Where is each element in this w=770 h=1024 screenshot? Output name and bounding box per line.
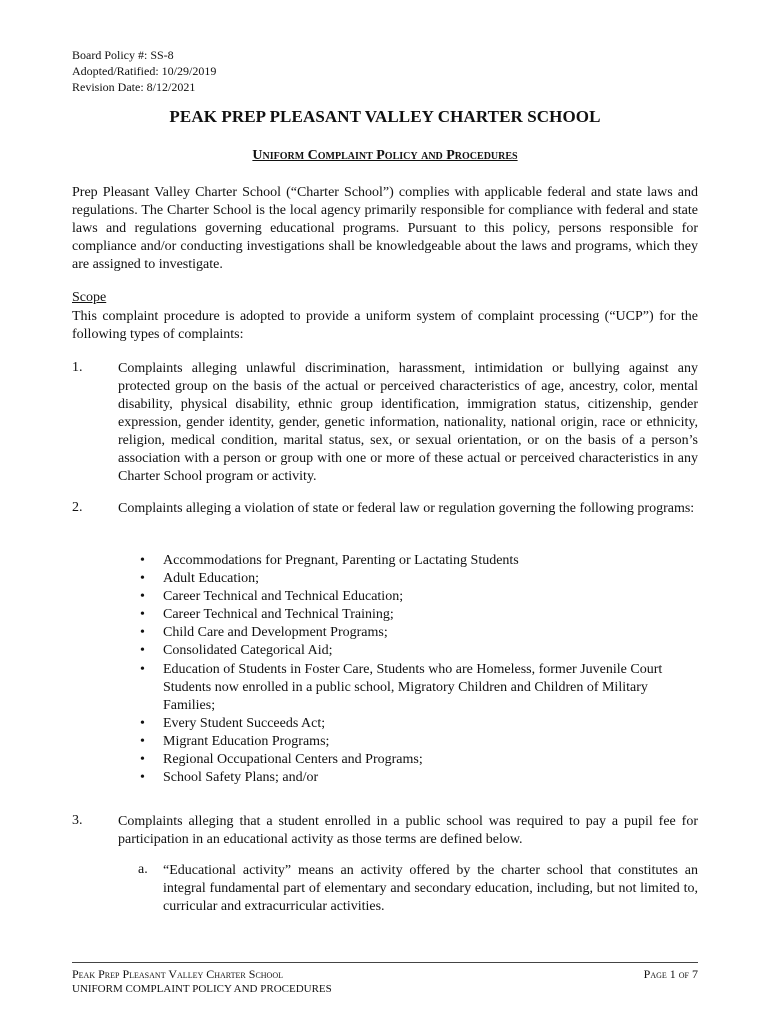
item-text: Complaints alleging unlawful discrimination, harassment, intimidation or bullying against any protected group on the basis of the actual or perceived characteristics of age, ancestry, color, mental disability, physical disability, ethnic group identification, immigration status, citizenship, gender expression, gender identity, gender, genetic information, nationality, national origin, race or ethnicity, religion, medical condition, marital status, sex, or sexual orientation, or on the basis of a person’s association with a person or group with one or more of these actual or perceived characteristics in any Charter School program or activity.	[118, 361, 698, 484]
page-number: Page 1 of 7	[643, 967, 698, 981]
footer-left	[72, 967, 332, 997]
bullet-icon: •	[140, 571, 145, 587]
item-text: Complaints alleging a violation of state or federal law or regulation governing the following programs:	[118, 501, 695, 516]
document-subtitle: Uniform Complaint Policy and Procedures	[252, 148, 518, 163]
bullet-icon: •	[140, 625, 145, 641]
list-item	[138, 661, 703, 715]
item-number: 1.	[72, 360, 83, 375]
sub-item-letter: a.	[138, 862, 148, 877]
scope-paragraph: This complaint procedure is adopted to provide a uniform system of complaint processing (“UCP”) for the following types of complaints:	[72, 309, 698, 342]
bullet-icon: •	[140, 643, 145, 659]
footer-doc-title: UNIFORM COMPLAINT POLICY AND PROCEDURES	[72, 983, 332, 995]
list-item	[138, 606, 703, 624]
program-label: Child Care and Development Programs;	[163, 625, 388, 641]
bullet-icon: •	[140, 553, 145, 568]
revision-date: Revision Date: 8/12/2021	[72, 80, 196, 94]
list-item	[138, 715, 703, 733]
list-item	[138, 588, 703, 606]
program-label: Adult Education;	[163, 571, 260, 587]
program-label: Education of Students in Foster Care, Students who are Homeless, former Juvenile Court Students now enrolled in a public school, Migratory Children and Children of Military Families;	[163, 661, 663, 713]
list-item	[138, 552, 703, 570]
adopted-date: Adopted/Ratified: 10/29/2019	[72, 64, 217, 78]
program-label: Consolidated Categorical Aid;	[163, 643, 333, 659]
footer-school: Peak Prep Pleasant Valley Charter School	[72, 967, 283, 981]
footer-divider	[72, 962, 698, 963]
list-item	[138, 570, 703, 588]
policy-meta	[72, 47, 216, 95]
sub-item-text: “Educational activity” means an activity offered by the charter school that constitutes an integral fundamental part of elementary and secondary education, including, but not limited to, curricular and extracurricular activities.	[163, 863, 698, 914]
bullet-icon: •	[140, 715, 145, 731]
bullet-icon: •	[140, 589, 145, 605]
program-label: Every Student Succeeds Act;	[163, 715, 326, 731]
bullet-icon: •	[140, 770, 145, 786]
scope-heading: Scope	[72, 290, 107, 305]
item-text: Complaints alleging that a student enrolled in a public school was required to pay a pupil fee for participation in an educational activity as those terms are defined below.	[118, 814, 698, 847]
bullet-icon: •	[140, 752, 145, 768]
policy-number: Board Policy #: SS-8	[72, 48, 174, 62]
list-item	[138, 733, 703, 751]
item-number: 2.	[72, 500, 83, 515]
program-label: Accommodations for Pregnant, Parenting or Lactating Students	[163, 553, 519, 568]
item-number: 3.	[72, 813, 83, 828]
bullet-icon: •	[140, 733, 145, 749]
bullet-icon: •	[140, 607, 145, 623]
list-item	[138, 769, 703, 787]
document-title: PEAK PREP PLEASANT VALLEY CHARTER SCHOOL	[169, 107, 601, 126]
list-item	[138, 642, 703, 660]
intro-paragraph: Prep Pleasant Valley Charter School (“Charter School”) complies with applicable federal and state laws and regulations. The Charter School is the local agency primarily responsible for compliance with federal and state laws and regulations governing educational programs. Pursuant to this policy, persons responsible for compliance and/or conducting investigations shall be knowledgeable about the laws and programs, which they are assigned to investigate.	[72, 185, 698, 272]
programs-list	[138, 552, 703, 787]
bullet-icon: •	[140, 661, 145, 677]
program-label: Migrant Education Programs;	[163, 733, 330, 749]
program-label: School Safety Plans; and/or	[163, 770, 319, 786]
program-label: Career Technical and Technical Education;	[163, 589, 404, 605]
list-item	[138, 751, 703, 769]
program-label: Career Technical and Technical Training;	[163, 607, 394, 623]
program-label: Regional Occupational Centers and Programs;	[163, 752, 423, 768]
list-item	[138, 624, 703, 642]
